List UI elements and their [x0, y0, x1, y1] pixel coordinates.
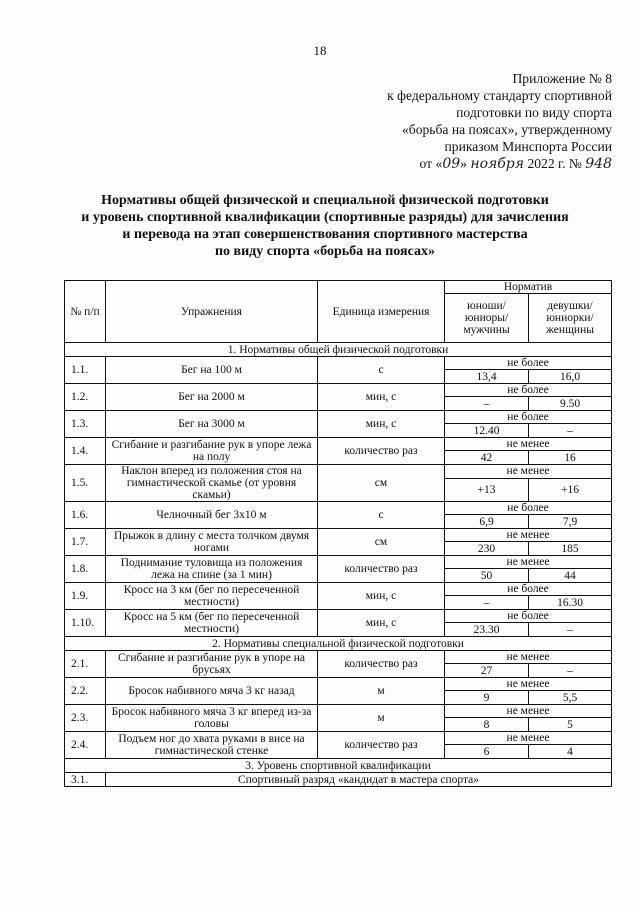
- row-condition: не более: [445, 610, 612, 623]
- appendix-line: к федеральному стандарту спортивной: [387, 88, 612, 103]
- value-female: 44: [529, 569, 612, 583]
- value-male: –: [445, 596, 529, 610]
- value-female: 16,0: [529, 370, 612, 384]
- row-condition: не более: [445, 357, 612, 370]
- order-mid: »: [460, 156, 467, 171]
- value-female: 5,5: [529, 691, 612, 705]
- value-male: 8: [445, 718, 529, 732]
- value-male: 9: [445, 691, 529, 705]
- row-exercise: Наклон вперед из положения стоя на гимнастической скамье (от уровня скамьи): [106, 465, 318, 502]
- row-number: 1.4.: [65, 438, 106, 465]
- table-row: [65, 529, 612, 542]
- table-row: [65, 438, 612, 451]
- value-male: 42: [445, 451, 529, 465]
- header-male: юноши/ юниоры/ мужчины: [445, 294, 529, 343]
- value-male: 230: [445, 542, 529, 556]
- value-female: 185: [529, 542, 612, 556]
- row-exercise: Бросок набивного мяча 3 кг вперед из-за головы: [106, 705, 318, 732]
- value-female: +16: [529, 478, 612, 501]
- header-exercise: Упражнения: [106, 281, 318, 343]
- title-line: и уровень спортивной квалификации (спортивные разряды) для зачисления: [81, 210, 569, 225]
- document-title: [60, 192, 590, 260]
- title-line: и перевода на этап совершенствования спортивного мастерства: [122, 227, 528, 242]
- row-number: 1.6.: [65, 502, 106, 529]
- order-day: 09: [442, 156, 461, 172]
- row-unit: количество раз: [318, 651, 445, 678]
- row-condition: не менее: [445, 556, 612, 569]
- value-female: 5: [529, 718, 612, 732]
- row-number: 1.7.: [65, 529, 106, 556]
- row-condition: не более: [445, 583, 612, 596]
- row-number: 2.3.: [65, 705, 106, 732]
- row-number: 2.4.: [65, 732, 106, 759]
- value-female: 9.50: [529, 397, 612, 411]
- order-month: ноября: [470, 156, 525, 172]
- row-unit: количество раз: [318, 438, 445, 465]
- row-exercise: Прыжок в длину с места толчком двумя ногами: [106, 529, 318, 556]
- row-condition: не более: [445, 502, 612, 515]
- row-exercise: Челночный бег 3x10 м: [106, 502, 318, 529]
- row-exercise: Кросс на 5 км (бег по пересеченной местности): [106, 610, 318, 637]
- order-line: [312, 155, 612, 173]
- row-unit: м: [318, 678, 445, 705]
- row-condition: не менее: [445, 705, 612, 718]
- row-condition: не менее: [445, 732, 612, 745]
- row-unit: см: [318, 465, 445, 502]
- appendix-line: Приложение № 8: [512, 71, 612, 86]
- row-exercise: Сгибание и разгибание рук в упоре на брусьях: [106, 651, 318, 678]
- row-full-text: Спортивный разряд «кандидат в мастера спорта»: [106, 773, 612, 787]
- row-exercise: Поднимание туловища из положения лежа на спине (за 1 мин): [106, 556, 318, 583]
- row-number: 1.1.: [65, 357, 106, 384]
- value-female: –: [529, 424, 612, 438]
- row-number: 1.10.: [65, 610, 106, 637]
- section-title: 2. Нормативы специальной физической подготовки: [65, 637, 612, 651]
- header-num: № п/п: [65, 281, 106, 343]
- row-condition: не менее: [445, 465, 612, 479]
- row-condition: не менее: [445, 529, 612, 542]
- row-condition: не менее: [445, 651, 612, 664]
- row-number: 1.2.: [65, 384, 106, 411]
- table-row: [65, 411, 612, 424]
- section-row: [65, 759, 612, 773]
- value-female: 16.30: [529, 596, 612, 610]
- row-condition: не менее: [445, 678, 612, 691]
- order-year: 2022 г. №: [527, 156, 582, 171]
- table-row: [65, 610, 612, 623]
- value-female: 16: [529, 451, 612, 465]
- appendix-line: приказом Минспорта России: [444, 139, 612, 154]
- row-condition: не более: [445, 384, 612, 397]
- row-number: 3.1.: [65, 773, 106, 787]
- table-row: [65, 502, 612, 515]
- row-exercise: Подъем ног до хвата руками в висе на гимнастической стенке: [106, 732, 318, 759]
- order-number: 948: [585, 156, 612, 172]
- table-row: [65, 678, 612, 691]
- section-title: 3. Уровень спортивной квалификации: [65, 759, 612, 773]
- value-male: 12.40: [445, 424, 529, 438]
- table-row: [65, 556, 612, 569]
- row-unit: с: [318, 502, 445, 529]
- row-unit: с: [318, 357, 445, 384]
- table-row: [65, 651, 612, 664]
- row-unit: мин, с: [318, 583, 445, 610]
- header-norm: Норматив: [445, 281, 612, 294]
- table-row: [65, 705, 612, 718]
- row-condition: не более: [445, 411, 612, 424]
- value-female: –: [529, 664, 612, 678]
- row-exercise: Бег на 2000 м: [106, 384, 318, 411]
- title-line: Нормативы общей физической и специальной физической подготовки: [101, 193, 549, 208]
- row-number: 1.3.: [65, 411, 106, 438]
- row-number: 1.5.: [65, 465, 106, 502]
- row-unit: мин, с: [318, 610, 445, 637]
- row-exercise: Бег на 100 м: [106, 357, 318, 384]
- section-row: [65, 343, 612, 357]
- row-number: 1.8.: [65, 556, 106, 583]
- table-row: [65, 773, 612, 787]
- row-unit: см: [318, 529, 445, 556]
- table-row: [65, 465, 612, 479]
- row-unit: мин, с: [318, 384, 445, 411]
- row-exercise: Кросс на 3 км (бег по пересеченной местности): [106, 583, 318, 610]
- title-line: по виду спорта «борьба на поясах»: [214, 244, 436, 259]
- row-unit: мин, с: [318, 411, 445, 438]
- value-male: 50: [445, 569, 529, 583]
- appendix-line: подготовки по виду спорта: [456, 105, 612, 120]
- norms-table: [64, 280, 612, 787]
- appendix-line: «борьба на поясах», утвержденному: [402, 122, 612, 137]
- table-row: [65, 357, 612, 370]
- header-female: девушки/ юниорки/ женщины: [529, 294, 612, 343]
- value-male: 23.30: [445, 623, 529, 637]
- value-male: 13,4: [445, 370, 529, 384]
- value-male: 6: [445, 745, 529, 759]
- table-row: [65, 583, 612, 596]
- row-number: 2.2.: [65, 678, 106, 705]
- value-female: 7,9: [529, 515, 612, 529]
- row-unit: м: [318, 705, 445, 732]
- value-female: 4: [529, 745, 612, 759]
- value-male: 6,9: [445, 515, 529, 529]
- row-unit: количество раз: [318, 732, 445, 759]
- value-male: 27: [445, 664, 529, 678]
- header-unit: Единица измерения: [318, 281, 445, 343]
- value-male: +13: [445, 478, 529, 501]
- row-exercise: Бросок набивного мяча 3 кг назад: [106, 678, 318, 705]
- section-title: 1. Нормативы общей физической подготовки: [65, 343, 612, 357]
- page-number: 18: [313, 43, 327, 58]
- row-unit: количество раз: [318, 556, 445, 583]
- order-prefix: от «: [419, 156, 443, 171]
- row-number: 2.1.: [65, 651, 106, 678]
- row-condition: не менее: [445, 438, 612, 451]
- row-number: 1.9.: [65, 583, 106, 610]
- section-row: [65, 637, 612, 651]
- value-male: –: [445, 397, 529, 411]
- row-exercise: Сгибание и разгибание рук в упоре лежа на полу: [106, 438, 318, 465]
- row-exercise: Бег на 3000 м: [106, 411, 318, 438]
- table-row: [65, 384, 612, 397]
- table-row: [65, 732, 612, 745]
- value-female: –: [529, 623, 612, 637]
- appendix-block: [312, 70, 612, 173]
